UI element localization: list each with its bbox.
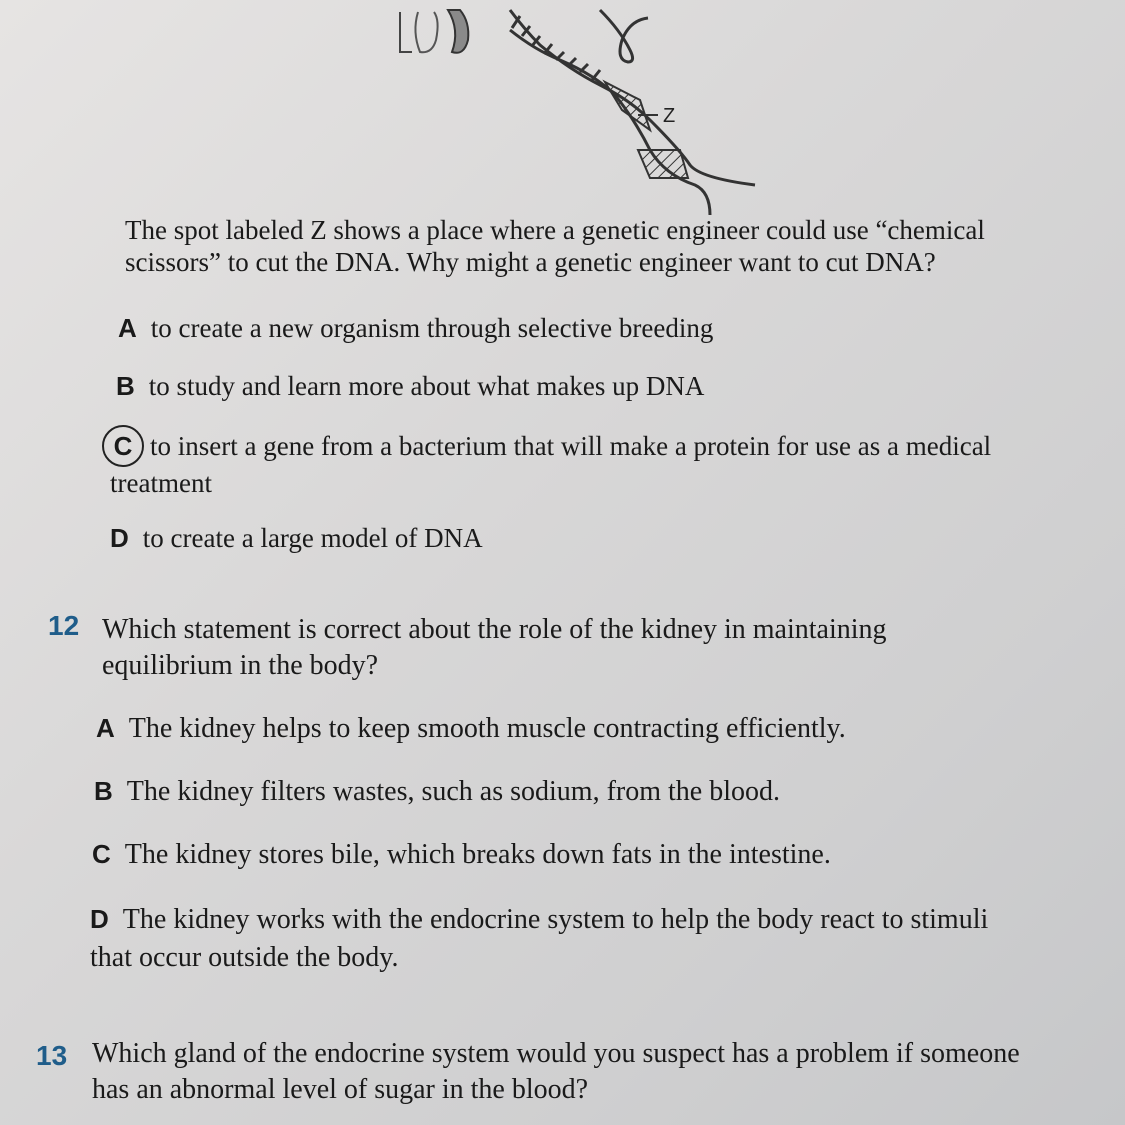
option-letter: B <box>116 371 135 401</box>
option-text: to create a large model of DNA <box>142 523 483 553</box>
dna-cut-region <box>605 82 650 130</box>
q11-option-d[interactable] <box>110 522 483 554</box>
dna-rungs <box>512 16 600 80</box>
q13-stem: Which gland of the endocrine system would you suspect has a problem if someone has an abnormal level of sugar in the blood? <box>92 1038 1020 1105</box>
option-letter: B <box>94 776 113 806</box>
q12-option-b[interactable] <box>94 775 780 808</box>
q12-option-c[interactable] <box>92 838 831 871</box>
option-text: The kidney stores bile, which breaks down fats in the intestine. <box>124 839 831 870</box>
dna-loop <box>600 10 648 62</box>
option-text: The kidney filters wastes, such as sodium, from the blood. <box>126 776 780 807</box>
option-text: The kidney works with the endocrine system to help the body react to stimuli that occur outside the body. <box>90 904 989 973</box>
q11-option-b[interactable] <box>116 370 704 402</box>
chromosome-outline <box>400 12 412 52</box>
option-text: The kidney helps to keep smooth muscle contracting efficiently. <box>128 713 846 744</box>
option-text: to create a new organism through selective breeding <box>150 313 714 343</box>
q11-option-c[interactable] <box>110 425 1040 499</box>
option-letter: D <box>90 904 109 934</box>
q12-stem: Which statement is correct about the role of the kidney in maintaining equilibrium in the body? <box>102 614 887 681</box>
option-letter: A <box>96 713 115 743</box>
q11-option-a[interactable] <box>118 312 713 344</box>
q11-stem: The spot labeled Z shows a place where a genetic engineer could use “chemical scissors” to cut the DNA. Why might a genetic engineer want to cut DNA? <box>125 215 985 277</box>
q12-option-d[interactable] <box>90 900 1010 977</box>
z-label: Z <box>663 105 676 127</box>
chromosome-left <box>415 12 437 52</box>
dna-diagram <box>360 0 780 225</box>
option-letter: C <box>92 839 111 869</box>
circled-answer-mark: C <box>102 425 144 467</box>
q13-number: 13 <box>36 1040 68 1071</box>
dna-strand-2 <box>510 30 710 215</box>
option-text: to insert a gene from a bacterium that will make a protein for use as a medical treatment <box>110 431 992 498</box>
option-letter: A <box>118 313 137 343</box>
q12-number: 12 <box>48 610 80 641</box>
option-text: to study and learn more about what makes up DNA <box>148 371 705 401</box>
chromosome-right <box>448 10 468 53</box>
dna-hatched-segment <box>638 150 688 178</box>
q12-option-a[interactable] <box>96 712 846 745</box>
option-letter: D <box>110 523 129 553</box>
